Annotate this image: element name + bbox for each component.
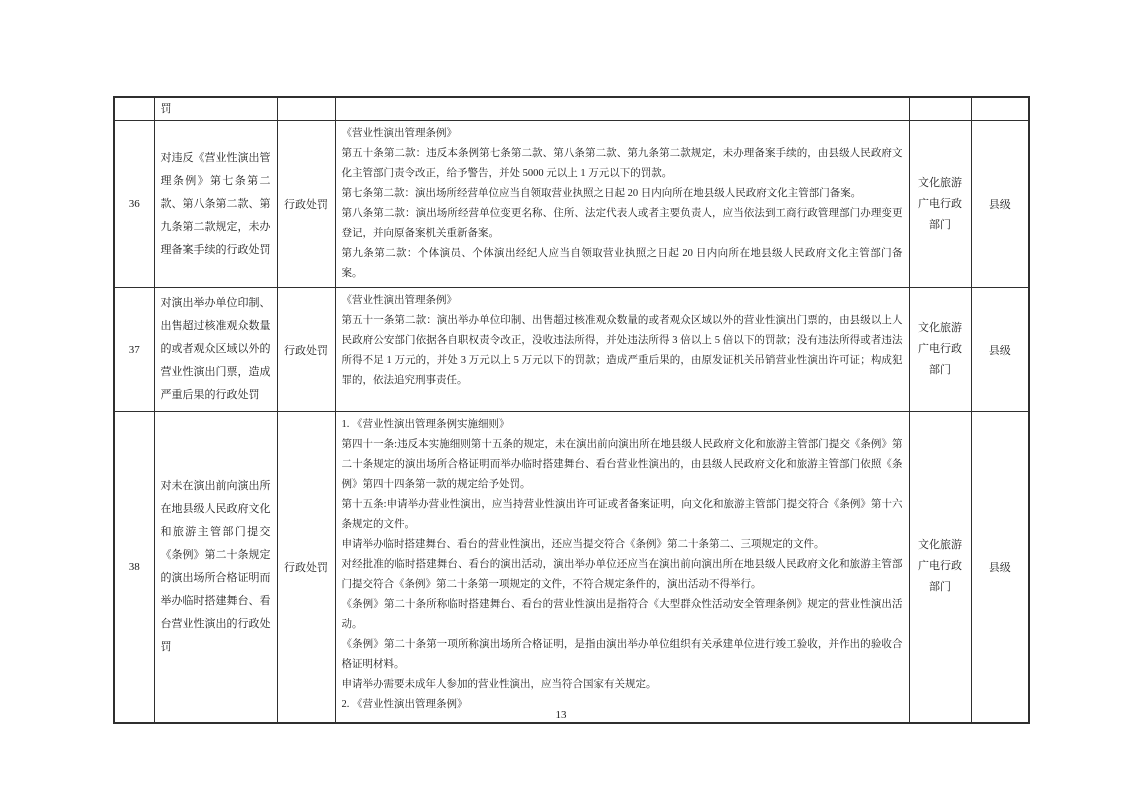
legal-basis-paragraph: 申请举办需要未成年人参加的营业性演出，应当符合国家有关规定。 bbox=[341, 679, 657, 690]
description-cell: 罚 bbox=[154, 97, 277, 121]
description-cell: 对未在演出前向演出所在地县级人民政府文化和旅游主管部门提交《条例》第二十条规定的演出场所合格证明而举办临时搭建舞台、看台营业性演出的行政处罚 bbox=[154, 412, 277, 723]
legal-basis-paragraph: 《营业性演出管理条例》 bbox=[341, 128, 457, 139]
level-cell bbox=[971, 97, 1029, 121]
row-number-cell: 36 bbox=[114, 121, 154, 288]
legal-basis-paragraph: 第八条第二款：演出场所经营单位变更名称、住所、法定代表人或者主要负责人，应当依法到工商行政管理部门办理变更登记，并向原备案机关重新备案。 bbox=[341, 208, 903, 239]
legal-basis-paragraph: 《条例》第二十条所称临时搭建舞台、看台的营业性演出是指符合《大型群众性活动安全管理条例》规定的营业性演出活动。 bbox=[341, 599, 903, 630]
legal-basis-cell bbox=[335, 97, 909, 121]
legal-basis-paragraph: 对经批准的临时搭建舞台、看台的演出活动，演出举办单位还应当在演出前向演出所在地县级人民政府文化和旅游主管部门提交符合《条例》第二十条第一项规定的文件，不符合规定条件的，演出活动不得举行。 bbox=[341, 559, 903, 590]
page-number: 13 bbox=[555, 709, 567, 721]
level-cell: 县级 bbox=[971, 412, 1029, 723]
table-row-carryover bbox=[114, 97, 1029, 121]
legal-basis-paragraph: 1. 《营业性演出管理条例实施细则》 bbox=[341, 419, 510, 430]
legal-basis-paragraph: 2. 《营业性演出管理条例》 bbox=[341, 699, 468, 710]
penalty-type-cell: 行政处罚 bbox=[277, 288, 335, 412]
penalty-type-cell: 行政处罚 bbox=[277, 121, 335, 288]
legal-basis-paragraph: 第五十条第二款：违反本条例第七条第二款、第八条第二款、第九条第二款规定，未办理备案手续的，由县级人民政府文化主管部门责令改正，给予警告，并处 5000 元以上 1 万元以下的罚款。 bbox=[341, 148, 903, 179]
table-row-36 bbox=[114, 121, 1029, 288]
legal-basis-paragraph: 《营业性演出管理条例》 bbox=[341, 295, 457, 306]
department-cell: 文化旅游广电行政部门 bbox=[909, 288, 971, 412]
table-row-38 bbox=[114, 412, 1029, 723]
legal-basis-cell bbox=[335, 412, 909, 723]
legal-basis-cell bbox=[335, 288, 909, 412]
legal-basis-paragraph: 第七条第二款：演出场所经营单位应当自领取营业执照之日起 20 日内向所在地县级人民政府文化主管部门备案。 bbox=[341, 188, 862, 199]
legal-basis-paragraph: 第九条第二款：个体演员、个体演出经纪人应当自领取营业执照之日起 20 日内向所在地县级人民政府文化主管部门备案。 bbox=[341, 248, 903, 279]
penalty-type-cell bbox=[277, 97, 335, 121]
department-cell bbox=[909, 97, 971, 121]
level-cell: 县级 bbox=[971, 288, 1029, 412]
department-cell: 文化旅游广电行政部门 bbox=[909, 121, 971, 288]
description-cell: 对演出举办单位印制、出售超过核准观众数量的或者观众区域以外的营业性演出门票，造成严重后果的行政处罚 bbox=[154, 288, 277, 412]
penalty-type-cell: 行政处罚 bbox=[277, 412, 335, 723]
legal-basis-paragraph: 申请举办临时搭建舞台、看台的营业性演出，还应当提交符合《条例》第二十条第二、三项规定的文件。 bbox=[341, 539, 825, 550]
legal-basis-paragraph: 第十五条:申请举办营业性演出，应当持营业性演出许可证或者备案证明，向文化和旅游主管部门提交符合《条例》第十六条规定的文件。 bbox=[341, 499, 903, 530]
legal-basis-paragraph: 第四十一条:违反本实施细则第十五条的规定，未在演出前向演出所在地县级人民政府文化和旅游主管部门提交《条例》第二十条规定的演出场所合格证明而举办临时搭建舞台、看台营业性演出的，由县级人民政府文化和旅游主管部门依照《条例》第四十四条第一款的规定给予处罚。 bbox=[341, 439, 903, 490]
level-cell: 县级 bbox=[971, 121, 1029, 288]
row-number-cell: 38 bbox=[114, 412, 154, 723]
row-number-cell bbox=[114, 97, 154, 121]
penalty-table bbox=[113, 96, 1030, 724]
legal-basis-paragraph: 第五十一条第二款：演出举办单位印制、出售超过核准观众数量的或者观众区域以外的营业性演出门票的，由县级以上人民政府公安部门依据各自职权责令改正，没收违法所得，并处违法所得 3 倍以上 5 倍以下的罚款；没有违法所得或者违法所得不足 1 万元的，并处 3 万元以上 5 万元以下的罚款；造成严重后果的，由原发证机关吊销营业性演出许可证；构成犯罪的，依法追究刑事责任。 bbox=[341, 315, 903, 386]
department-cell: 文化旅游广电行政部门 bbox=[909, 412, 971, 723]
table-row-37 bbox=[114, 288, 1029, 412]
description-cell: 对违反《营业性演出管理条例》第七条第二款、第八条第二款、第九条第二款规定，未办理备案手续的行政处罚 bbox=[154, 121, 277, 288]
legal-basis-paragraph: 《条例》第二十条第一项所称演出场所合格证明，是指由演出举办单位组织有关承建单位进行竣工验收，并作出的验收合格证明材料。 bbox=[341, 639, 903, 670]
legal-basis-cell bbox=[335, 121, 909, 288]
row-number-cell: 37 bbox=[114, 288, 154, 412]
